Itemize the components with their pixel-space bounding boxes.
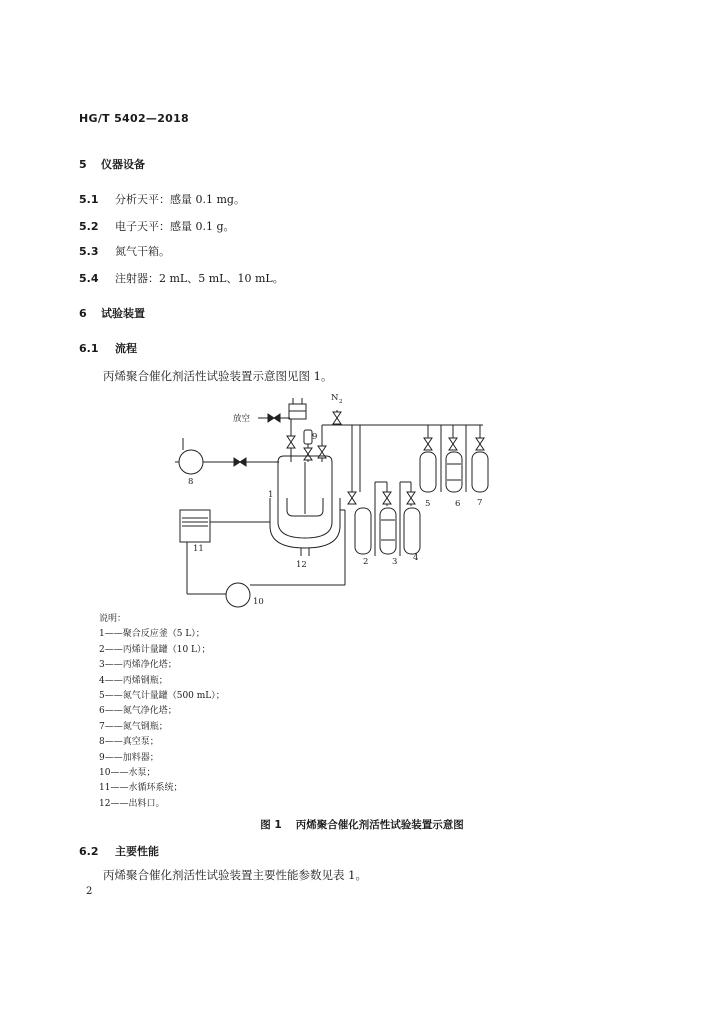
legend-item: 3——丙烯净化塔； — [99, 660, 177, 671]
page-number: 2 — [86, 886, 93, 897]
clause-5-3 — [79, 243, 170, 259]
figure-number: 图 1 — [260, 819, 282, 831]
section-title: 试验装置 — [101, 307, 145, 320]
paragraph-6-2: 丙烯聚合催化剂活性试验装置主要性能参数见表 1。 — [103, 868, 367, 882]
nitrogen-feed-vessels — [420, 425, 488, 492]
clause-number: 5.4 — [79, 272, 99, 285]
feeder-vessel — [304, 430, 312, 462]
clause-5-2 — [79, 218, 235, 234]
legend-item: 12——出料口。 — [99, 798, 165, 809]
label-1: 1 — [268, 490, 274, 500]
figure-legend — [99, 612, 225, 812]
nitrogen-label: N — [331, 393, 339, 403]
clause-text: 分析天平：感量 0.1 mg。 — [115, 193, 245, 206]
clause-number: 5.1 — [79, 193, 99, 206]
top-fitting — [289, 398, 306, 419]
subsection-6-1-heading — [79, 340, 137, 356]
legend-item: 10——水泵； — [99, 768, 156, 779]
legend-item: 2——丙烯计量罐（10 L）； — [99, 644, 211, 655]
subsection-6-2-heading — [79, 843, 159, 859]
legend-item: 9——加料器； — [99, 752, 159, 763]
section-6-heading — [79, 305, 145, 321]
section-5-heading — [79, 156, 145, 172]
subsection-title: 主要性能 — [115, 845, 159, 858]
paragraph-6-1: 丙烯聚合催化剂活性试验装置示意图见图 1。 — [103, 369, 333, 383]
legend-item: 7——氮气钢瓶； — [99, 721, 168, 732]
reactor-vessel — [270, 456, 340, 556]
label-8: 8 — [188, 477, 194, 487]
clause-text: 氮气干箱。 — [115, 245, 170, 258]
figure-caption — [0, 817, 724, 832]
subsection-number: 6.1 — [79, 342, 99, 355]
label-9: 9 — [312, 432, 318, 442]
legend-item: 1——聚合反应釜（5 L）； — [99, 629, 205, 640]
section-title: 仪器设备 — [101, 158, 145, 171]
standard-number: HG/T 5402—2018 — [79, 112, 190, 125]
clause-text: 电子天平：感量 0.1 g。 — [115, 220, 235, 233]
legend-item: 6——氮气净化塔； — [99, 706, 177, 717]
vent-label: 放空 — [233, 414, 251, 424]
nitrogen-subscript: 2 — [339, 399, 343, 405]
label-2: 2 — [363, 557, 369, 567]
apparatus-diagram — [0, 380, 724, 620]
section-number: 6 — [79, 307, 87, 320]
label-10: 10 — [253, 597, 264, 607]
legend-title: 说明： — [99, 614, 127, 624]
label-4: 4 — [413, 553, 419, 563]
label-11: 11 — [193, 544, 204, 554]
legend-item: 11——水循环系统； — [99, 783, 183, 794]
legend-item: 8——真空泵； — [99, 737, 159, 748]
clause-5-4 — [79, 270, 284, 286]
label-6: 6 — [455, 499, 461, 509]
clause-5-1 — [79, 191, 245, 207]
legend-item: 5——氮气计量罐（500 mL）； — [99, 691, 225, 702]
water-pump — [226, 510, 345, 607]
clause-number: 5.3 — [79, 245, 99, 258]
vacuum-pump — [175, 438, 279, 474]
subsection-number: 6.2 — [79, 845, 99, 858]
label-7: 7 — [477, 498, 483, 508]
clause-number: 5.2 — [79, 220, 99, 233]
section-number: 5 — [79, 158, 87, 171]
label-5: 5 — [425, 499, 431, 509]
valve-icon — [287, 436, 295, 448]
subsection-title: 流程 — [115, 342, 137, 355]
label-3: 3 — [392, 557, 398, 567]
figure-title: 丙烯聚合催化剂活性试验装置示意图 — [295, 819, 464, 831]
legend-item: 4——丙烯钢瓶； — [99, 675, 168, 686]
vent-line — [258, 414, 290, 422]
propylene-feed-vessels — [348, 438, 420, 556]
label-12: 12 — [296, 560, 307, 570]
clause-text: 注射器：2 mL、5 mL、10 mL。 — [115, 272, 284, 285]
